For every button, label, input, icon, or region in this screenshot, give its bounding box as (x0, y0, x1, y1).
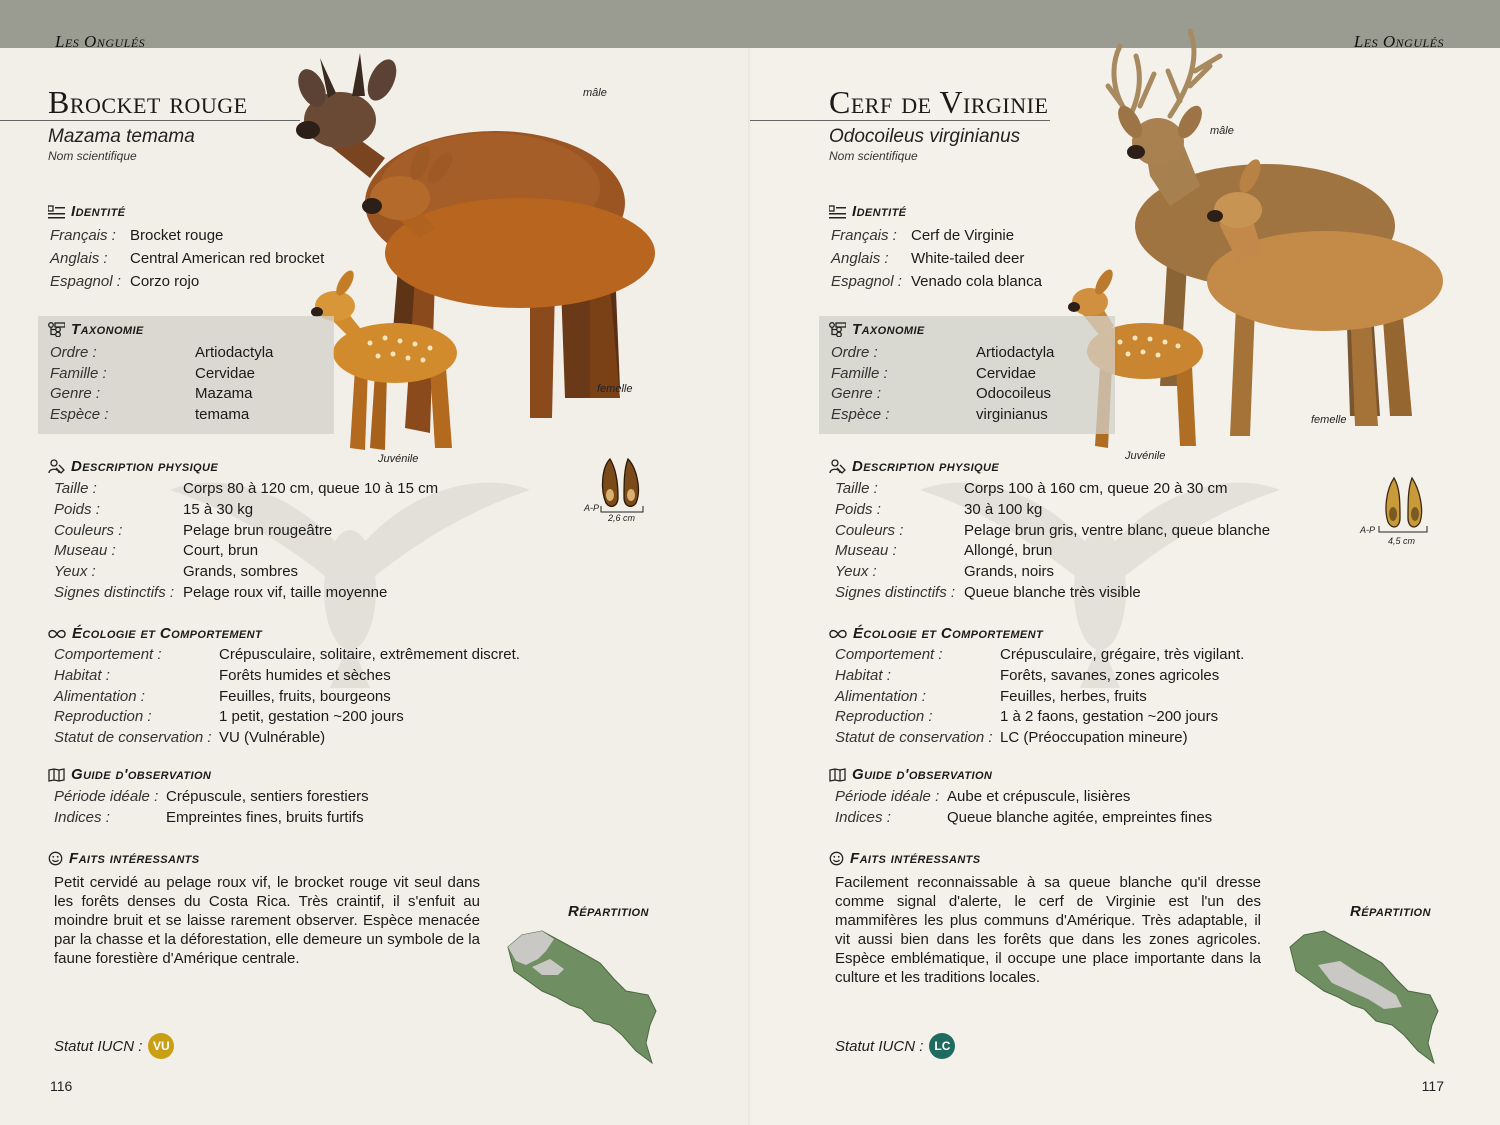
guide-row: Période idéale : Aube et crépuscule, lisières (835, 788, 1131, 805)
taxonomy-row: Genre : Mazama (50, 385, 253, 402)
identity-list (831, 224, 1042, 293)
juvenile-label: Juvénile (1125, 450, 1166, 462)
female-label: femelle (1311, 414, 1347, 426)
male-label: mâle (1210, 125, 1234, 137)
identity-heading-text: Identité (71, 203, 126, 220)
iucn-label: Statut IUCN : (54, 1037, 143, 1055)
juvenile-label: Juvénile (378, 453, 419, 465)
iucn-label: Statut IUCN : (835, 1037, 924, 1055)
facts-heading-text: Faits intéressants (850, 850, 981, 867)
guide-row: Indices : Queue blanche agitée, empreintes fines (835, 808, 1213, 826)
taxonomy-list (831, 343, 1054, 425)
hierarchy-icon (829, 322, 846, 337)
iucn-badge: LC (929, 1033, 955, 1059)
guide-heading-text: Guide d'observation (852, 766, 993, 783)
scientific-name: Mazama temama (48, 126, 195, 147)
identity-list (50, 224, 324, 293)
description-row: Signes distinctifs : Pelage roux vif, taille moyenne (54, 583, 388, 601)
description-heading-text: Description physique (852, 458, 1000, 475)
map-book-icon (48, 768, 65, 782)
track-axis-label: A-P (1360, 525, 1376, 535)
track-size: 4,5 cm (1388, 536, 1416, 546)
description-heading (48, 458, 218, 475)
scientific-name: Odocoileus virginianus (829, 126, 1021, 147)
female-label: femelle (597, 383, 633, 395)
description-row: Signes distinctifs : Queue blanche très visible (835, 583, 1141, 601)
guide-heading (829, 766, 992, 783)
track-size: 2,6 cm (608, 513, 636, 523)
facts-paragraph: Petit cervidé au pelage roux vif, le brocket rouge vit seul dans les forêts denses du Costa Rica. Très craintif, il s'enfuit au moindre bruit et se laisse rarement observer. Espèce menacée par la chasse et la déforestation, elle demeure un symbole de la faune forestière d'Amérique centrale. (54, 874, 480, 967)
scientific-name-label: Nom scientifique (48, 149, 137, 163)
ecology-row: Alimentation : Feuilles, herbes, fruits (835, 687, 1147, 705)
description-row: Poids : 30 à 100 kg (835, 500, 1043, 518)
infinity-icon (48, 628, 66, 640)
identity-row: Français : Brocket rouge (50, 227, 224, 244)
ecology-row: Statut de conservation : VU (Vulnérable) (54, 729, 326, 747)
iucn-badge: VU (148, 1033, 174, 1059)
facts-heading (829, 850, 981, 867)
distribution-heading: Répartition (568, 903, 649, 920)
taxonomy-row: Espèce : virginianus (831, 405, 1048, 423)
taxonomy-row: Genre : Odocoileus (831, 385, 1052, 402)
identity-heading-text: Identité (852, 203, 907, 220)
facts-heading-text: Faits intéressants (69, 850, 200, 867)
description-row: Museau : Allongé, brun (835, 542, 1053, 560)
identity-row: Anglais : White-tailed deer (831, 250, 1025, 267)
iucn-status (54, 1033, 174, 1059)
male-label: mâle (583, 87, 607, 99)
ecology-row: Habitat : Forêts, savanes, zones agricoles (835, 666, 1220, 684)
distribution-heading: Répartition (1350, 903, 1431, 920)
list-icon (829, 205, 846, 219)
species-title: Brocket rouge (48, 84, 248, 120)
guide-heading (48, 766, 211, 783)
page-number: 117 (1421, 1078, 1444, 1094)
book-gutter (748, 48, 752, 1125)
identity-row: Espagnol : Venado cola blanca (831, 273, 1042, 290)
description-heading (829, 458, 999, 475)
page-number: 116 (50, 1078, 73, 1094)
taxonomy-list (50, 343, 273, 425)
taxonomy-row: Ordre : Artiodactyla (50, 344, 274, 361)
iucn-status (835, 1033, 955, 1059)
description-row: Yeux : Grands, noirs (835, 563, 1055, 581)
ecology-row: Comportement : Crépusculaire, solitaire, extrêmement discret. (54, 646, 520, 663)
brocket-illustration (290, 38, 690, 458)
identity-row: Espagnol : Corzo rojo (50, 273, 200, 290)
species-title: Cerf de Virginie (829, 84, 1049, 120)
ecology-heading (48, 625, 262, 642)
distribution-map (502, 925, 662, 1065)
ecology-row: Reproduction : 1 petit, gestation ~200 jours (54, 708, 404, 726)
list-icon (48, 205, 65, 219)
ecology-row: Statut de conservation : LC (Préoccupation mineure) (835, 729, 1188, 747)
ecology-row: Reproduction : 1 à 2 faons, gestation ~200 jours (835, 708, 1219, 726)
taxonomy-heading (48, 321, 144, 338)
title-rule (0, 120, 300, 121)
ecology-heading-text: Écologie et Comportement (72, 625, 263, 642)
taxonomy-row: Espèce : temama (50, 405, 250, 423)
smiley-icon (829, 851, 844, 866)
taxonomy-heading (829, 321, 925, 338)
scientific-name-label: Nom scientifique (829, 149, 918, 163)
ecology-row: Alimentation : Feuilles, fruits, bourgeons (54, 687, 391, 705)
paw-ruler-icon (829, 459, 846, 474)
identity-heading (829, 203, 906, 220)
track-scale-bar (1378, 526, 1428, 534)
description-row: Couleurs : Pelage brun rougeâtre (54, 521, 333, 539)
identity-row: Anglais : Central American red brocket (50, 250, 325, 267)
guide-row: Période idéale : Crépuscule, sentiers forestiers (54, 788, 369, 805)
hoof-track-icon (598, 455, 648, 513)
ecology-heading-text: Écologie et Comportement (853, 625, 1044, 642)
right-page (750, 0, 1500, 1125)
ecology-list (835, 645, 1244, 749)
hoof-track-icon (1380, 476, 1430, 532)
description-row: Poids : 15 à 30 kg (54, 500, 254, 518)
taxonomy-row: Famille : Cervidae (831, 364, 1037, 382)
hierarchy-icon (48, 322, 65, 337)
paw-ruler-icon (48, 459, 65, 474)
map-book-icon (829, 768, 846, 782)
guide-heading-text: Guide d'observation (71, 766, 212, 783)
description-row: Museau : Court, brun (54, 542, 259, 560)
ecology-list (54, 645, 520, 749)
description-row: Yeux : Grands, sombres (54, 563, 299, 581)
taxonomy-heading-text: Taxonomie (852, 321, 925, 338)
guide-row: Indices : Empreintes fines, bruits furtifs (54, 808, 364, 826)
guide-list (835, 787, 1212, 829)
smiley-icon (48, 851, 63, 866)
title-rule (750, 120, 1050, 121)
distribution-map (1284, 925, 1444, 1065)
identity-heading (48, 203, 125, 220)
description-list (835, 479, 1270, 604)
ecology-row: Habitat : Forêts humides et sèches (54, 666, 391, 684)
description-row: Couleurs : Pelage brun gris, ventre blanc, queue blanche (835, 521, 1271, 539)
description-row: Taille : Corps 80 à 120 cm, queue 10 à 15 cm (54, 480, 439, 497)
facts-paragraph: Facilement reconnaissable à sa queue blanche qu'il dresse comme signal d'alerte, le cerf de Virginie est l'un des mammifères les plus communs d'Amérique. Très adaptable, il vit aussi bien dans les forêts que dans les zones agricoles. Espèce emblématique, il occupe une place importante dans la culture et les traditions locales. (835, 874, 1261, 986)
taxonomy-heading-text: Taxonomie (71, 321, 144, 338)
track-axis-label: A-P (584, 503, 600, 513)
description-list (54, 479, 438, 604)
description-row: Taille : Corps 100 à 160 cm, queue 20 à 30 cm (835, 480, 1228, 497)
taxonomy-row: Famille : Cervidae (50, 364, 256, 382)
identity-row: Français : Cerf de Virginie (831, 227, 1015, 244)
infinity-icon (829, 628, 847, 640)
ecology-row: Comportement : Crépusculaire, grégaire, très vigilant. (835, 646, 1245, 663)
facts-heading (48, 850, 200, 867)
taxonomy-row: Ordre : Artiodactyla (831, 344, 1055, 361)
right-running-head: Les Ongulés (1353, 32, 1444, 51)
description-heading-text: Description physique (71, 458, 219, 475)
ecology-heading (829, 625, 1043, 642)
guide-list (54, 787, 369, 829)
left-running-head: Les Ongulés (55, 32, 146, 51)
